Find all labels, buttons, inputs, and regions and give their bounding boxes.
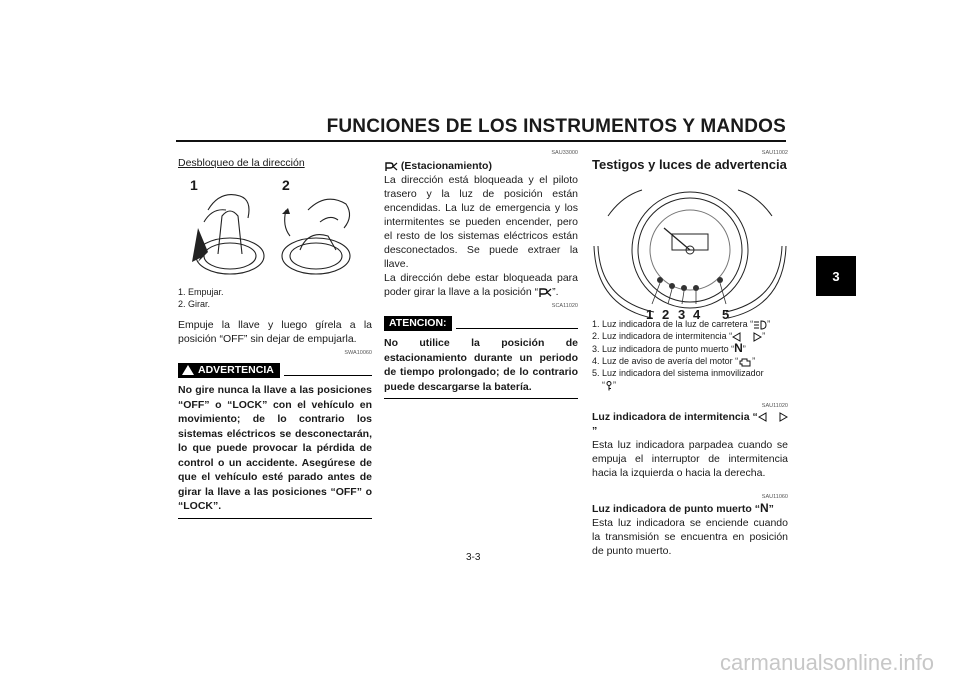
parking-paragraph-2-end: ”. — [552, 286, 559, 298]
neutral-heading-close: ” — [768, 503, 774, 515]
steering-unlock-subheading: Desbloqueo de la dirección — [178, 157, 305, 169]
warning-end-rule — [178, 518, 372, 519]
parking-icon — [384, 161, 398, 172]
caution-end-rule — [384, 398, 578, 399]
caption-neutral — [592, 342, 788, 355]
neutral-icon: N — [734, 341, 743, 355]
neutral-heading-icon: N — [760, 501, 769, 515]
key-icon — [605, 381, 613, 391]
caption-engine-trouble-close: ” — [752, 356, 756, 366]
unlock-paragraph: Empuje la llave y luego gírela a la posición “OFF” sin dejar de empujarla. — [178, 319, 372, 345]
caption-immobilizer-close: ” — [613, 380, 616, 390]
caution-label: ATENCION: — [384, 316, 452, 331]
neutral-paragraph: Esta luz indicadora se enciende cuando la transmisión se encuentra en posición de punto muerto. — [592, 517, 788, 557]
turn-heading — [592, 410, 788, 438]
indicators-code: SAU11002 — [761, 150, 788, 156]
caption-engine-trouble — [592, 355, 788, 367]
caution-text: No utilice la posición de estacionamiento durante un periodo de tiempo prolongado; de lo contrario puede descargarse la batería. — [384, 337, 578, 393]
gauge-label-4: 4 — [693, 307, 701, 322]
caption-engine-trouble-text: 4. Luz de aviso de avería del motor “ — [592, 356, 739, 366]
gauge-label-5: 5 — [722, 307, 730, 322]
caution-code: SCA11020 — [551, 303, 578, 309]
column-indicator-lights — [592, 150, 788, 558]
key-figure-captions — [178, 286, 372, 310]
turn-heading-close: ” — [592, 425, 598, 437]
warning-triangle-icon — [182, 365, 194, 375]
speedometer-figure — [592, 176, 788, 326]
title-rule — [176, 140, 786, 142]
column-steering-unlock — [178, 150, 372, 519]
warning-text: No gire nunca la llave a las posiciones “OFF” o “LOCK” con el vehículo en movimiento; de lo contrario los sistemas eléctricos se desconectarán, lo que puede provocar la pérdida de control o un accidente. Asegúrese de que el vehículo esté parado antes de girar la llave a las posiciones “OFF” o “LOCK”. — [178, 384, 372, 512]
parking-subheading — [384, 159, 578, 173]
page-title: FUNCIONES DE LOS INSTRUMENTOS Y MANDOS — [326, 116, 786, 137]
warning-header — [178, 363, 372, 377]
parking-paragraph-2 — [384, 271, 578, 299]
caption-turn: 2. Girar. — [178, 299, 211, 309]
warning-label — [178, 363, 280, 378]
caption-immobilizer: 5. Luz indicadora del sistema inmovilizador — [592, 368, 764, 378]
speedometer-illustration — [592, 176, 788, 326]
caption-immobilizer-icon-line: “ ” — [602, 380, 616, 390]
caption-turn-signal-text: 2. Luz indicadora de intermitencia “ — [592, 331, 733, 341]
turn-heading-text: Luz indicadora de intermitencia “ — [592, 411, 758, 423]
warning-label-text: ADVERTENCIA — [198, 364, 274, 376]
parking-paragraph-2-text: La dirección debe estar bloqueada para poder girar la llave a la posición “ — [384, 272, 578, 298]
caption-neutral-close: ” — [742, 344, 746, 354]
warning-box — [178, 363, 372, 519]
caution-rule — [456, 328, 578, 329]
key-push-turn-illustration — [178, 170, 372, 282]
warning-rule — [284, 375, 372, 376]
parking-code: SAU33000 — [551, 150, 578, 156]
page-number: 3-3 — [466, 552, 481, 563]
neutral-heading-text: Luz indicadora de punto muerto “ — [592, 503, 760, 515]
turn-code: SAU11020 — [761, 403, 788, 409]
indicator-captions — [592, 318, 788, 391]
parking-inline-icon — [538, 287, 552, 298]
column-parking — [384, 150, 578, 399]
watermark: carmanualsonline.info — [719, 650, 934, 675]
key-figure — [178, 170, 372, 282]
parking-subheading-text: (Estacionamiento) — [400, 160, 492, 172]
gauge-label-2: 2 — [662, 307, 670, 322]
indicators-heading: Testigos y luces de advertencia — [592, 157, 787, 172]
caption-turn-signal-close: ” — [762, 331, 766, 341]
turn-paragraph: Esta luz indicadora parpadea cuando se empuja el interruptor de intermitencia hacia la izquierda o hacia la derecha. — [592, 439, 788, 479]
gauge-label-3: 3 — [678, 307, 686, 322]
caption-neutral-text: 3. Luz indicadora de punto muerto “ — [592, 344, 735, 354]
caption-turn-signal — [592, 330, 788, 342]
caption-push: 1. Empujar. — [178, 287, 224, 297]
caution-header — [384, 316, 578, 330]
figure-label-2: 2 — [282, 177, 290, 193]
warning-code: SWA10060 — [344, 350, 372, 356]
neutral-code: SAU11060 — [761, 494, 788, 500]
figure-label-1: 1 — [190, 177, 198, 193]
caption-high-beam-text: 1. Luz indicadora de la luz de carretera “ — [592, 319, 754, 329]
chapter-tab[interactable]: 3 — [816, 256, 856, 296]
neutral-heading — [592, 501, 788, 516]
gauge-label-1: 1 — [646, 307, 654, 322]
turn-heading-icon — [758, 412, 788, 422]
parking-paragraph-1: La dirección está bloqueada y el piloto trasero y la luz de posición están encendidas. La luz de emergencia y los intermitentes se pueden encender, pero el resto de los sistemas eléctricos están desconectados. Se puede extraer la llave. — [384, 174, 578, 270]
caption-high-beam-close: ” — [767, 319, 771, 329]
caution-box — [384, 316, 578, 399]
engine-warning-icon — [738, 357, 752, 367]
